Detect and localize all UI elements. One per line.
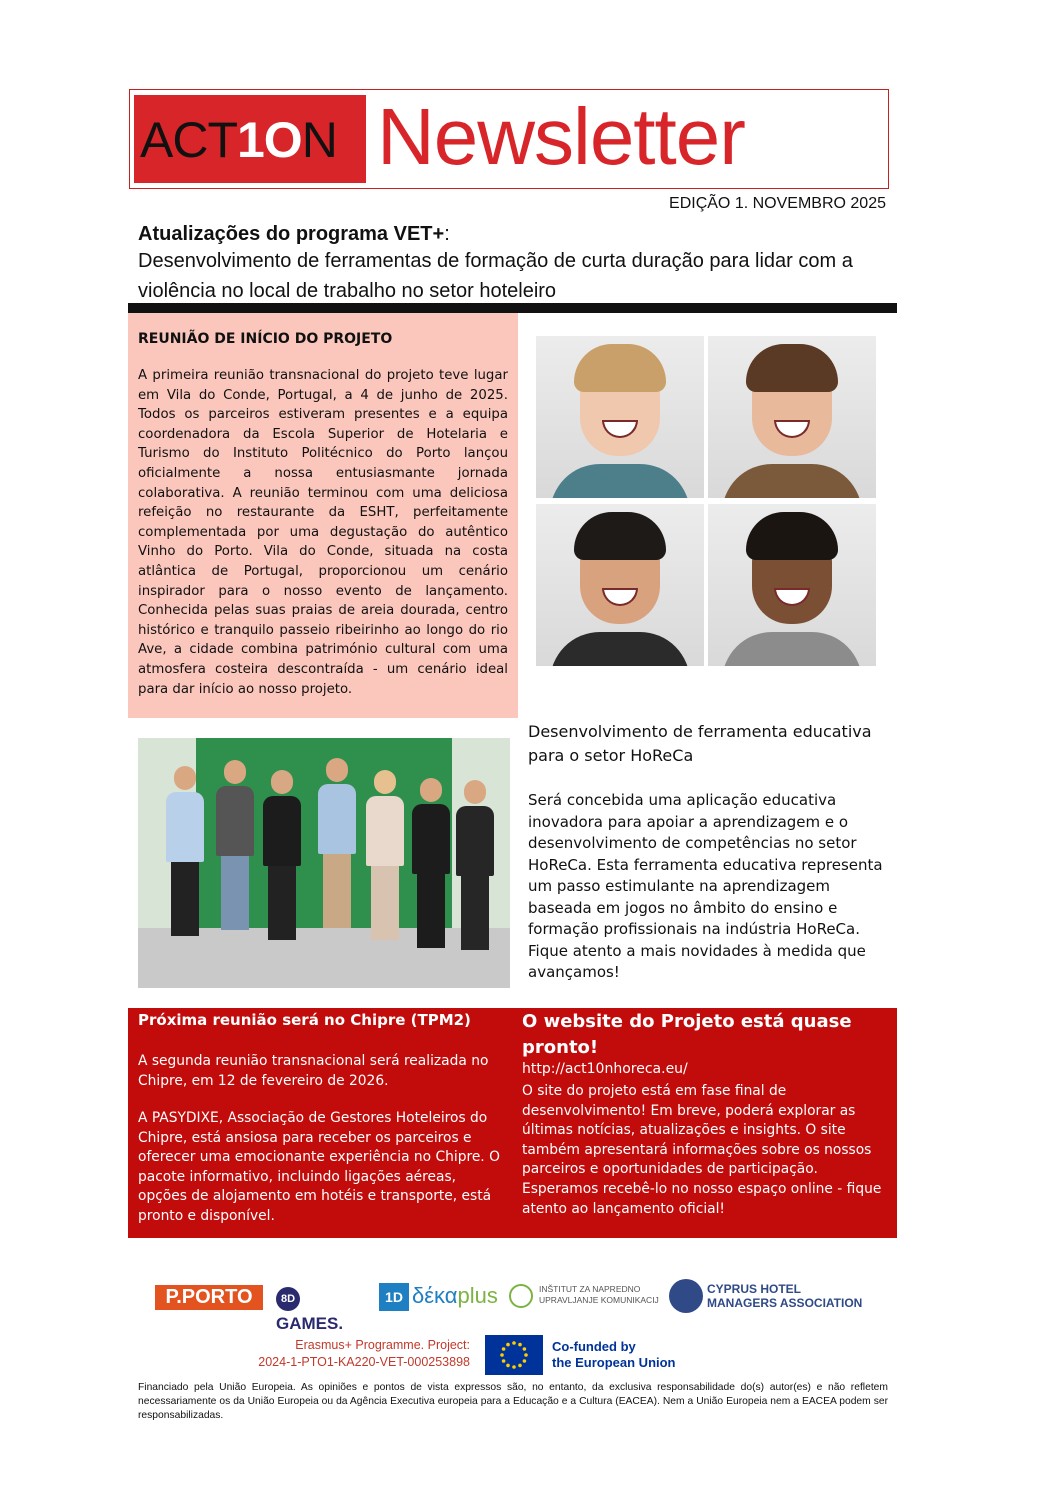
person	[318, 758, 356, 928]
person	[366, 770, 404, 940]
face-photo	[536, 504, 704, 666]
cyprus-body-1: A segunda reunião transnacional será realizada no Chipre, em 12 de fevereiro de 2026.	[138, 1053, 489, 1089]
person	[216, 760, 254, 930]
website-body: O site do projeto está em fase final de desenvolvimento! Em breve, poderá explorar as últimas notícias, atualizações e insights. O site também apresentará informações sobre os nossos parceiros e oportunidades de participação. Esperamos recebê-lo no nosso espaço online - fique atento ao lançamento oficial!	[522, 1083, 882, 1217]
8dgames-logo: 8DGAMES.	[276, 1285, 368, 1311]
pporto-logo: P.PORTO	[155, 1285, 263, 1310]
face-photo	[536, 336, 704, 498]
section-divider	[128, 303, 897, 313]
website-title: O website do Projeto está quase pronto!	[522, 1011, 852, 1058]
eu-cofunded-label: Co-funded by the European Union	[552, 1339, 676, 1370]
group-photo	[138, 738, 510, 988]
website-link[interactable]: http://act10nhoreca.eu/	[522, 1061, 688, 1077]
kickoff-body: A primeira reunião transnacional do projeto teve lugar em Vila do Conde, Portugal, a 4 de junho de 2025. Todos os parceiros estiveram presentes e a equipa coordenadora da Escola Superior de Hotelaria e Turismo do Instituto Politécnico do Porto lançou oficialmente a nossa entusiasmante jornada colaborativa. A reunião terminou com uma deliciosa refeição no restaurante da ESHT, perfeitamente complementada por uma degustação do autêntico Vinho do Porto. Vila do Conde, situada na costa atlântica de Portugal, proporcionou um cenário inspirador para o nosso evento de lançamento. Conhecida pelas suas praias de areia dourada, centro histórico e tranquilo passeio ribeirinho ao longo do rio Ave, a cidade combina património cultural com uma atmosfera costeira descontraída - um cenário ideal para dar início ao nosso projeto.	[138, 368, 508, 697]
photo-floor	[138, 928, 510, 988]
tool-title: Desenvolvimento de ferramenta educativa para o setor HoReCa	[528, 722, 872, 765]
institute-logo-icon	[509, 1284, 533, 1308]
cyprus-title: Próxima reunião será no Chipre (TPM2)	[138, 1011, 471, 1029]
person	[263, 770, 301, 940]
headline-subtitle: Desenvolvimento de ferramentas de formação de curta duração para lidar com a violência no local de trabalho no setor hoteleiro	[138, 250, 853, 302]
chma-logo-icon	[669, 1279, 703, 1313]
erasmus-project-label: Erasmus+ Programme. Project: 2024-1-PTO1-KA220-VET-000253898	[258, 1338, 470, 1369]
tool-body: Será concebida uma aplicação educativa inovadora para apoiar a aprendizagem e o desenvolvimento de competências no setor HoReCa. Esta ferramenta educativa representa um passo estimulante na aprendizagem baseada em jogos no âmbito do ensino e formação profissionais na indústria HoReCa. Fique atento a mais novidades à medida que avançamos!	[528, 791, 883, 981]
cyprus-body-2: A PASYDIXE, Associação de Gestores Hoteleiros do Chipre, está ansiosa para receber os parceiros e oferecer uma emocionante experiência no Chipre. O pacote informativo, incluindo ligações aéreas, opções de alojamento em hotéis e transporte, está pronto e disponível.	[138, 1110, 500, 1224]
person	[412, 778, 450, 948]
smiling-faces-image	[536, 336, 879, 666]
face-photo	[708, 504, 876, 666]
headline: Atualizações do programa VET+:	[138, 223, 450, 245]
institute-logo: INŠTITUT ZA NAPREDNO UPRAVLJANJE KOMUNIKACIJ	[539, 1284, 659, 1305]
newsletter-title: Newsletter	[377, 92, 745, 181]
chma-logo: CYPRUS HOTEL MANAGERS ASSOCIATION	[707, 1282, 863, 1310]
funding-disclaimer: Financiado pela União Europeia. As opiniões e pontos de vista expressos são, no entanto, da exclusiva responsabilidade do(s) autor(es) e não refletem necessariamente os da União Europeia ou da Agência Executiva europeia para a Educação e a Cultura (EACEA). Nem a União Europeia nem a EACEA podem ser responsabilizadas.	[138, 1382, 888, 1421]
dekaplus-logo: 1D δέκαplus	[379, 1281, 499, 1311]
person	[456, 780, 494, 950]
edition-label: EDIÇÃO 1. NOVEMBRO 2025	[669, 195, 886, 212]
person	[166, 766, 204, 936]
eu-flag-icon	[485, 1335, 543, 1375]
kickoff-title: REUNIÃO DE INÍCIO DO PROJETO	[138, 331, 393, 347]
face-photo	[708, 336, 876, 498]
act10n-logo-text: ACT1ON	[140, 112, 337, 168]
